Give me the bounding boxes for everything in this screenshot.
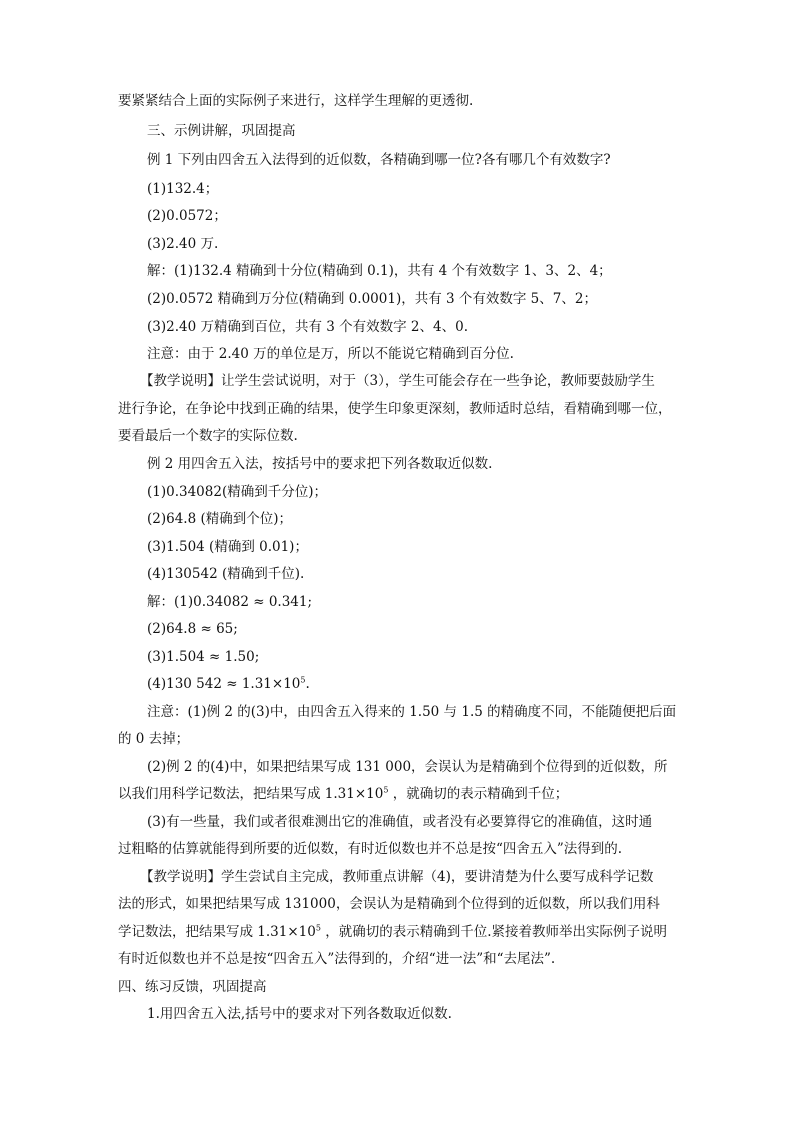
text-line: 学记数法，把结果写成 $1.31\times 10^5$ ，就确切的表示精确到千位.紧接着教师举出实际例子说明 (118, 923, 668, 940)
section-heading: 三、示例讲解，巩固提高 (147, 123, 296, 139)
text-line: (3)1.504 ≈ 1.50; (147, 649, 260, 665)
section-heading: 四、练习反馈，巩固提高 (118, 979, 267, 995)
text-line: (4)130542 (精确到千位). (147, 566, 305, 582)
exercise-item: 1.用四舍五入法,括号中的要求对下列各数取近似数. (147, 1006, 452, 1022)
text-line: 有时近似数也并不总是按“四舍五入”法得到的，介绍“进一法”和“去尾法”. (118, 951, 556, 967)
text-line: 的 0 去掉； (118, 731, 190, 747)
example-title: 例 2 用四舍五入法，按括号中的要求把下列各数取近似数. (147, 456, 493, 472)
text-line: (2)64.8 (精确到个位)； (147, 511, 293, 527)
text-line: (3)2.40 万. (147, 236, 219, 252)
text-line: (1)0.34082(精确到千分位)； (147, 484, 327, 500)
text-line: (3)2.40 万精确到百位，共有 3 个有效数字 2、4、0. (147, 319, 468, 335)
text-line: (3)有一些量，我们或者很难测出它的准确值，或者没有必要算得它的准确值，这时通 (147, 814, 653, 830)
text-line: 解：(1)0.34082 ≈ 0.341; (147, 594, 313, 610)
teaching-note: 【教学说明】学生尝试自主完成，教师重点讲解（4)，要讲清楚为什么要写成科学记数 (140, 869, 654, 885)
text-line: 以我们用科学记数法，把结果写成 $1.31\times 10^5$ ，就确切的表示精确到千位； (118, 785, 569, 802)
text-line: (2)0.0572； (147, 208, 227, 224)
text-line: (2)0.0572 精确到万分位(精确到 0.0001)，共有 3 个有效数字 5、7、2； (147, 291, 597, 307)
note-line: 注意：由于 2.40 万的单位是万，所以不能说它精确到百分位. (147, 346, 514, 362)
text-line: (2)64.8 ≈ 65; (147, 621, 238, 637)
text-line: (2)例 2 的(4)中，如果把结果写成 131 000，会误认为是精确到个位得到的近似数，所 (147, 759, 668, 775)
exponent: 5 (383, 785, 389, 795)
text-line: 法的形式，如果把结果写成 131000，会误认为是精确到个位得到的近似数，所以我们用科 (118, 896, 660, 912)
example-title: 例 1 下列由四舍五入法得到的近似数，各精确到哪一位?各有哪几个有效数字? (147, 152, 611, 168)
text-line: 要看最后一个数字的实际位数. (118, 428, 298, 444)
note-line: 注意：(1)例 2 的(3)中，由四舍五入得来的 1.50 与 1.5 的精确度不同，不能随便把后面 (147, 704, 677, 720)
text-line: (1)132.4； (147, 181, 219, 197)
text-line: 解：(1)132.4 精确到十分位(精确到 0.1)，共有 4 个有效数字 1、3、2、4； (147, 263, 612, 279)
text-line: (3)1.504 (精确到 0.01)； (147, 539, 308, 555)
exponent: 5 (300, 675, 306, 685)
text-line: 要紧紧结合上面的实际例子来进行，这样学生理解的更透彻. (118, 93, 474, 109)
text-line: 过粗略的估算就能得到所要的近似数，有时近似数也并不总是按“四舍五入”法得到的. (118, 841, 623, 857)
text-line: (4)130 $542 \approx 1.31\times 10^5$. (147, 675, 310, 692)
exponent: 5 (315, 923, 321, 933)
teaching-note: 【教学说明】让学生尝试说明，对于（3），学生可能会存在一些争论，教师要鼓励学生 (140, 373, 655, 389)
text-line: 进行争论，在争论中找到正确的结果，使学生印象更深刻，教师适时总结，看精确到哪一位， (118, 401, 672, 417)
